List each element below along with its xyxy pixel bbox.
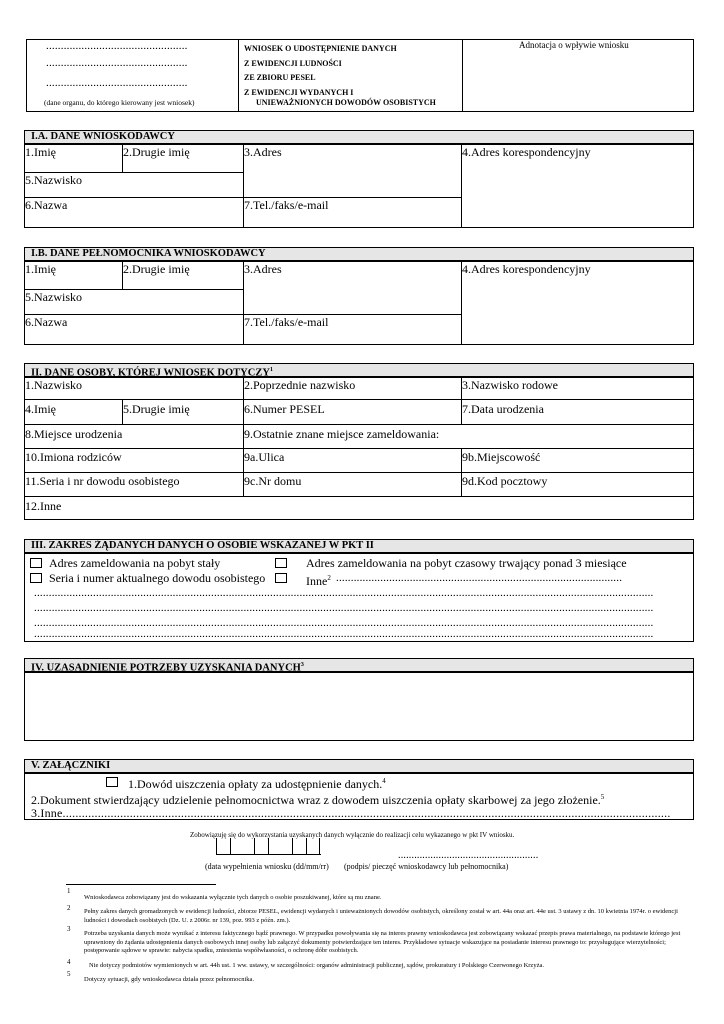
adnotacja-label: Adnotacja o wpływie wniosku [519, 40, 629, 50]
ii-seria-dowodu-field[interactable]: 11.Seria i nr dowodu osobistego [25, 474, 180, 488]
section-iii-title: III. ZAKRES ŻĄDANYCH DANYCH O OSOBIE WSKAZANEJ W PKT II [24, 539, 694, 553]
opt-pobyt-czasowy-checkbox[interactable] [275, 558, 287, 568]
attachment-1-label [128, 775, 386, 791]
footnote-1-text: Wnioskodawca zobowiązany jest do wskazania wyłącznie tych danych o osobie poszukiwanej, które są mu znane. [84, 894, 382, 901]
ii-poprzednie-nazwisko-field[interactable]: 2.Poprzednie nazwisko [244, 378, 356, 392]
footnote-3-num: 3 [67, 925, 71, 933]
ib-adres-field[interactable]: 3.Adres [244, 262, 282, 276]
header-divider-1 [238, 40, 239, 112]
date-box-5[interactable] [292, 838, 306, 854]
opt-pobyt-staly-checkbox[interactable] [30, 558, 42, 568]
ib-drugie-imie-field[interactable]: 2.Drugie imię [123, 262, 190, 276]
ib-nazwisko-field[interactable]: 5.Nazwisko [25, 290, 82, 304]
footnote-4-text: Nie dotyczy podmiotów wymienionych w art. 44h ust. 1 ww. ustawy, w szczególności: organów administracji publicznej, sądów, prokuratury i Polskiego Czerwonego Krzyża. [89, 962, 544, 969]
footnote-5-text: Dotyczy sytuacji, gdy wnioskodawca działa przez pełnomocnika. [84, 976, 255, 983]
ia-adres-field[interactable]: 3.Adres [244, 145, 282, 159]
ib-adres-koresp-field[interactable]: 4.Adres korespondencyjny [462, 262, 591, 276]
ii-nazwisko-rodowe-field[interactable]: 3.Nazwisko rodowe [462, 378, 558, 392]
footnote-2-num: 2 [67, 904, 71, 912]
footnote-5-num: 5 [67, 970, 71, 978]
date-underline [216, 854, 321, 855]
form-title-line-5: UNIEWAŻNIONYCH DOWODÓW OSOBISTYCH [256, 98, 436, 107]
organ-dots-3[interactable]: ................................................ [46, 77, 188, 89]
opt-inne-label [306, 572, 331, 588]
section-ii-footnote-ref: 1 [269, 367, 273, 373]
ii-miejsce-urodzenia-field[interactable]: 8.Miejsce urodzenia [25, 427, 123, 441]
ia-tel-field[interactable]: 7.Tel./faks/e-mail [244, 198, 329, 212]
ii-hline-1 [25, 399, 693, 400]
ib-hline-2 [25, 314, 461, 315]
ib-imie-field[interactable]: 1.Imię [25, 262, 56, 276]
section-iv-footnote-ref: 3 [300, 662, 304, 668]
scope-line-3[interactable]: .................................................................................................................................................................................................................. [34, 617, 654, 629]
ii-pesel-field[interactable]: 6.Numer PESEL [244, 402, 325, 416]
attachment-1-footnote-ref: 4 [382, 777, 386, 785]
opt-inne-text: Inne [306, 574, 328, 588]
ia-hline-2 [25, 197, 461, 198]
opt-inne-dots[interactable]: ................................................................................................. [336, 572, 623, 584]
ii-data-urodzenia-field[interactable]: 7.Data urodzenia [462, 402, 544, 416]
date-box-4[interactable] [268, 838, 282, 854]
ii-inne-field[interactable]: 12.Inne [25, 499, 62, 513]
ib-nazwa-field[interactable]: 6.Nazwa [25, 315, 68, 329]
section-iv-title-text: IV. UZASADNIENIE POTRZEBY UZYSKANIA DANYCH [31, 662, 301, 674]
section-v-title: V. ZAŁĄCZNIKI [24, 759, 694, 773]
organ-caption: (dane organu, do którego kierowany jest wniosek) [44, 98, 195, 107]
section-ib-title: I.B. DANE PEŁNOMOCNIKA WNIOSKODAWCY [24, 247, 694, 261]
opt-pobyt-staly-label: Adres zameldowania na pobyt stały [49, 556, 221, 570]
ii-nr-domu-field[interactable]: 9c.Nr domu [244, 474, 302, 488]
scope-line-4[interactable]: .................................................................................................................................................................................................................. [34, 628, 654, 640]
ii-drugie-imie-field[interactable]: 5.Drugie imię [123, 402, 190, 416]
section-ii-title [24, 363, 694, 377]
ii-ostatnie-zameldowanie-label: 9.Ostatnie znane miejsce zameldowania: [244, 427, 440, 441]
form-title-line-4: Z EWIDENCJI WYDANYCH I [244, 88, 354, 97]
opt-inne-footnote-ref: 2 [327, 574, 331, 582]
ii-imiona-rodzicow-field[interactable]: 10.Imiona rodziców [25, 450, 122, 464]
footnote-separator [66, 884, 216, 885]
signature-caption: (podpis/ pieczęć wnioskodawcy lub pełnomocnika) [344, 862, 509, 871]
ia-nazwisko-field[interactable]: 5.Nazwisko [25, 173, 82, 187]
signature-line[interactable]: .................................................... [398, 850, 539, 861]
section-ia-title: I.A. DANE WNIOSKODAWCY [24, 130, 694, 144]
date-box-1[interactable] [216, 838, 230, 854]
opt-seria-dowodu-label: Seria i numer aktualnego dowodu osobistego [49, 571, 266, 585]
ii-imie-field[interactable]: 4.Imię [25, 402, 56, 416]
ia-imie-field[interactable]: 1.Imię [25, 145, 56, 159]
form-title-line-1: WNIOSEK O UDOSTĘPNIENIE DANYCH [244, 44, 397, 53]
date-caption: (data wypełnienia wniosku (dd/mm/rr) [205, 862, 329, 871]
footnote-2-text: Pełny zakres danych gromadzonych w ewidencji ludności, zbiorze PESEL, ewidencji wydanych i unieważnionych dowodów osobistych, określony został w art. 44a oraz art. 44e ust. 3 ustawy z dn. 10 kwietnia 1974r. o ewidencji ludności i dowodach osobistych (Dz. U. z 2006r. nr 139, poz. 993 z późn. zm.). [84, 908, 678, 924]
attachment-1-text: 1.Dowód uiszczenia opłaty za udostępnienie danych. [128, 777, 383, 791]
ii-nazwisko-field[interactable]: 1.Nazwisko [25, 378, 82, 392]
attachment-2-label [31, 791, 604, 807]
opt-seria-dowodu-checkbox[interactable] [30, 573, 42, 583]
scope-line-2[interactable]: .................................................................................................................................................................................................................. [34, 602, 654, 614]
ii-kod-pocztowy-field[interactable]: 9d.Kod pocztowy [462, 474, 548, 488]
attachment-2-text: 2.Dokument stwierdzający udzielenie pełnomocnictwa wraz z dowodem uiszczenia opłaty skarbowej za jego złożenie. [31, 793, 601, 807]
opt-inne-checkbox[interactable] [275, 573, 287, 583]
attachment-3-field[interactable]: 3.Inne.............................................................................................................................................................................................. [31, 806, 671, 820]
organ-dots-1[interactable]: ................................................ [46, 40, 188, 52]
ii-hline-4 [25, 472, 693, 473]
ii-ulica-field[interactable]: 9a.Ulica [244, 450, 285, 464]
attachment-2-footnote-ref: 5 [600, 793, 605, 801]
attachment-1-checkbox[interactable] [106, 777, 118, 787]
ii-hline-2 [25, 424, 693, 425]
footnote-1-num: 1 [67, 887, 71, 895]
ii-hline-5 [25, 496, 693, 497]
footnote-3-text: Potrzeba uzyskania danych może wynikać z interesu faktycznego bądź prawnego. W przypadku powoływania się na interes prawny wnioskodawca jest zobowiązany wskazać przepis prawa materialnego, na podstawie którego jest uprawniony do żądania udostępnienia danych osobowych innej osoby lub załączyć dokumenty potwierdzające ten interes. Przykładowe sytuacje wskazujące na posiadanie interesu prawnego to: przysługujące wierzytelności; postępowanie sądowe w sprawie: nabycia spadku, zniesienia współwłasności, o ochronę dóbr osobistych. [84, 930, 681, 954]
header-divider-2 [462, 40, 463, 112]
section-ii-title-text: II. DANE OSOBY, KTÓREJ WNIOSEK DOTYCZY [31, 367, 270, 379]
footnote-4-num: 4 [67, 958, 71, 966]
scope-line-1[interactable]: .................................................................................................................................................................................................................. [34, 587, 654, 599]
organ-dots-2[interactable]: ................................................ [46, 57, 188, 69]
ia-nazwa-field[interactable]: 6.Nazwa [25, 198, 68, 212]
ib-tel-field[interactable]: 7.Tel./faks/e-mail [244, 315, 329, 329]
form-title-line-2: Z EWIDENCJI LUDNOŚCI [244, 59, 342, 68]
ia-drugie-imie-field[interactable]: 2.Drugie imię [123, 145, 190, 159]
justification-textarea[interactable] [24, 672, 694, 741]
date-box-6[interactable] [306, 838, 320, 854]
date-box-2[interactable] [230, 838, 244, 854]
date-box-3[interactable] [254, 838, 268, 854]
form-title-line-3: ZE ZBIORU PESEL [244, 73, 316, 82]
ii-hline-3 [25, 448, 693, 449]
opt-pobyt-czasowy-label: Adres zameldowania na pobyt czasowy trwający ponad 3 miesiące [306, 556, 627, 570]
ia-adres-koresp-field[interactable]: 4.Adres korespondencyjny [462, 145, 591, 159]
ii-miejscowosc-field[interactable]: 9b.Miejscowość [462, 450, 541, 464]
declaration-text: Zobowiązuję się do wykorzystania uzyskanych danych wyłącznie do realizacji celu wykazanego w pkt IV wniosku. [190, 831, 515, 839]
section-iv-title [24, 658, 694, 672]
